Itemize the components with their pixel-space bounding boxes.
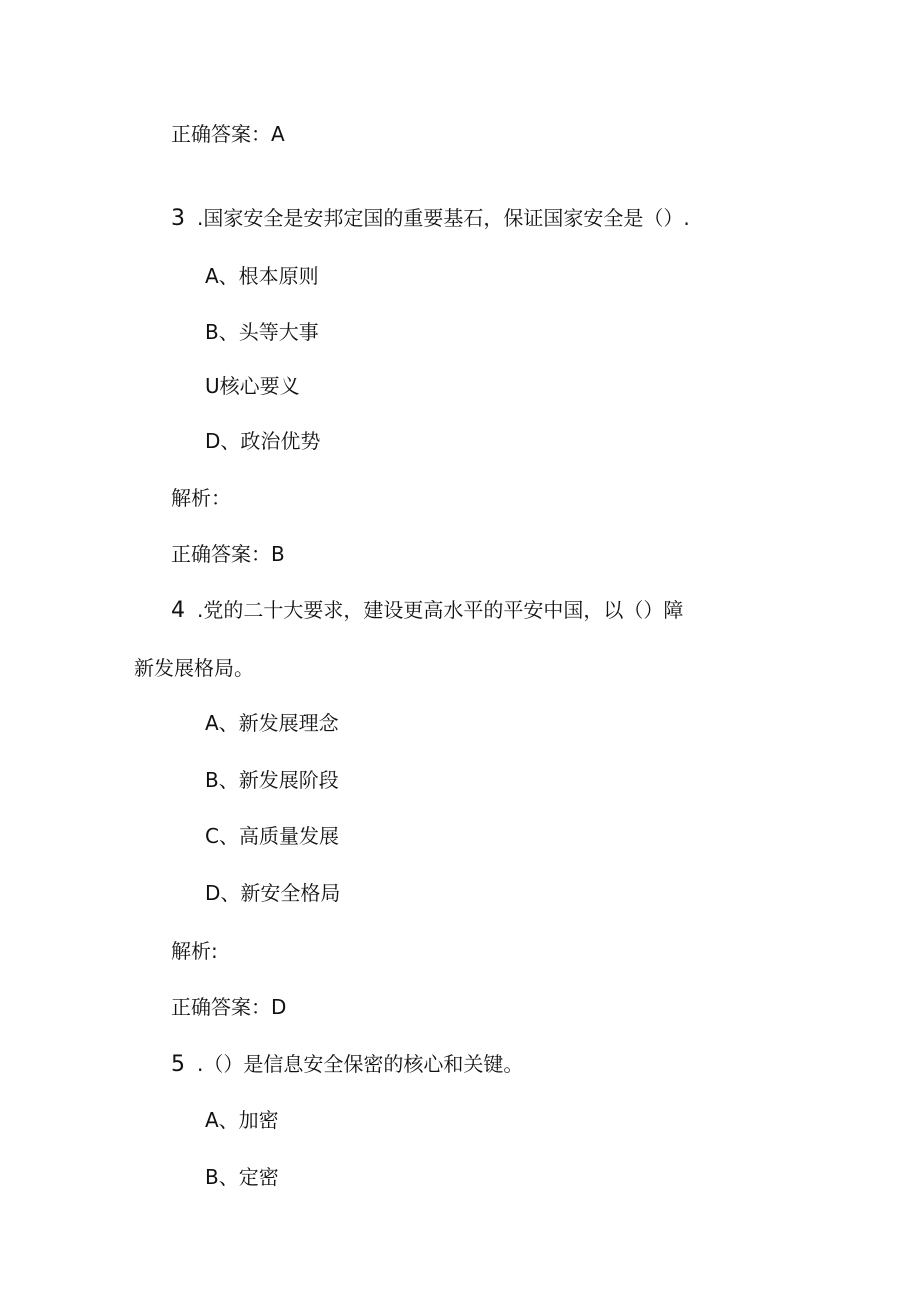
question-number: 4	[171, 598, 185, 623]
correct-answer: 正确答案：D	[171, 995, 287, 1019]
question-3	[171, 204, 690, 233]
option-b: B、定密	[205, 1165, 279, 1189]
question-text: .（）是信息安全保密的核心和关键。	[197, 1052, 524, 1076]
option-b: B、头等大事	[205, 320, 319, 344]
question-text-continued: 新发展格局。	[134, 656, 254, 680]
question-5	[171, 1050, 523, 1079]
option-a: A、加密	[205, 1108, 279, 1132]
question-text: .党的二十大要求，建设更高水平的平安中国，以（）障	[197, 598, 684, 622]
option-a: A、新发展理念	[205, 711, 339, 735]
option-d: D、政治优势	[205, 429, 321, 453]
analysis-label: 解析：	[171, 486, 231, 510]
correct-answer: 正确答案：A	[171, 122, 285, 146]
question-number: 3	[171, 206, 185, 231]
question-number: 5	[171, 1052, 185, 1077]
option-c: U核心要义	[205, 374, 300, 398]
question-4	[171, 596, 683, 625]
option-b: B、新发展阶段	[205, 768, 339, 792]
option-a: A、根本原则	[205, 264, 319, 288]
analysis-label: 解析:	[171, 939, 218, 963]
option-d: D、新安全格局	[205, 881, 341, 905]
option-c: C、高质量发展	[205, 824, 339, 848]
correct-answer: 正确答案：B	[171, 542, 285, 566]
question-text: .国家安全是安邦定国的重要基石，保证国家安全是（）.	[197, 206, 690, 230]
